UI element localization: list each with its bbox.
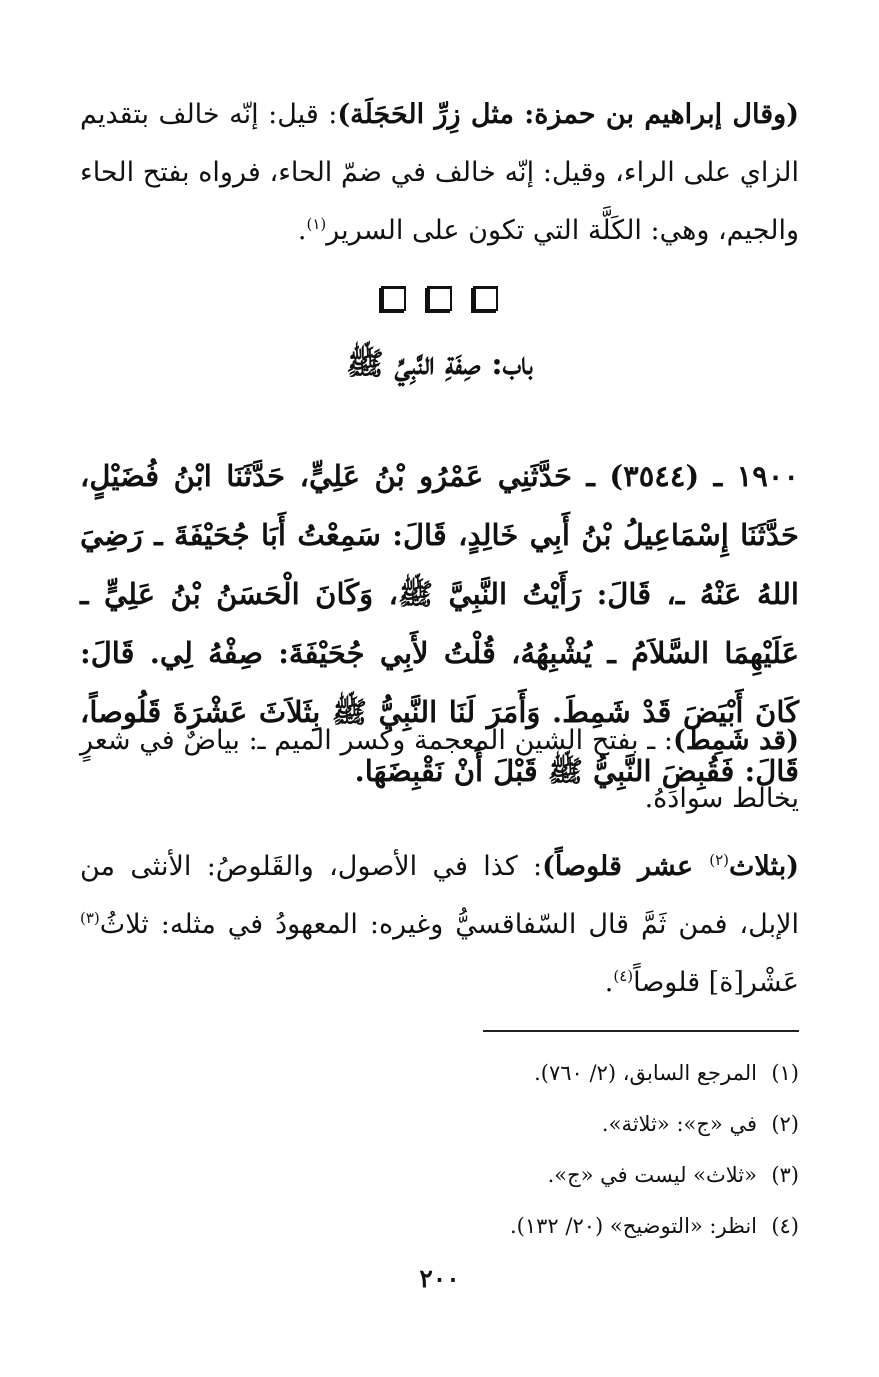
hadith-body: ـ حَدَّثَنِي عَمْرُو بْنُ عَلِيٍّ، حَدَّثَنَا ابْنُ فُضَيْلٍ، حَدَّثَنَا إِسْمَاعِيلُ بْنُ أَبِي خَالِدٍ، قَالَ: سَمِعْتُ أَبَا جُحَيْفَةَ ـ رَضِيَ اللهُ عَنْهُ ـ، قَالَ: رَأَيْتُ النَّبِيَّ ﷺ، وَكَانَ الْحَسَنُ بْنُ عَلِيٍّ ـ عَلَيْهِمَا السَّلاَمُ ـ يُشْبِهُهُ، قُلْتُ لأَبِي جُحَيْفَةَ: صِفْهُ لِي. قَالَ: كَانَ أَبْيَضَ قَدْ شَمِطَ. وَأَمَرَ لَنَا النَّبِيُّ ﷺ بِثَلاَثَ عَشْرَةَ قَلُوصاً، قَالَ: فَقُبِضَ النَّبِيُّ ﷺ قَبْلَ أَنْ نَقْبِضَهَا. [80, 459, 799, 788]
footnote-text: انظر: «التوضيح» (٢٠/ ١٣٢). [510, 1214, 757, 1238]
quoted-phrase: (قد شَمِط) [672, 725, 799, 756]
footnote-text: «ثلاث» ليست في «ج». [547, 1163, 757, 1187]
footnote [80, 1201, 799, 1252]
footnote-ref[interactable]: (٢) [709, 851, 730, 869]
quoted-phrase: (وقال إبراهيم بن حمزة: مثل زِرِّ الحَجَلَة) [337, 99, 799, 130]
footnote-number: (٤) [771, 1214, 799, 1238]
square-ornament-icon [473, 286, 498, 311]
chapter-heading: باب: صِفَةِ النَّبِيِّ ﷺ [346, 346, 533, 382]
footnote-ref[interactable]: (٣) [80, 909, 100, 927]
footnote [80, 1150, 799, 1201]
hadith-number: ١٩٠٠ ـ (٣٥٤٤) [609, 459, 799, 493]
footnote-number: (١) [771, 1061, 799, 1085]
footnote-ref[interactable]: (١) [306, 215, 327, 233]
explanation-paragraph [80, 712, 799, 828]
paragraph-text: عَشْر[ة] قلوصاً [633, 967, 799, 998]
explanation-paragraph [80, 838, 799, 1012]
paragraph-text: : كذا في الأصول، والقَلوصُ: الأنثى من الإبل، فمن ثَمَّ قال السّفاقسيُّ وغيره: المعهودُ في مثله: ثلاثُ [80, 851, 799, 940]
commentary-paragraph [80, 86, 799, 260]
footnote [80, 1048, 799, 1099]
footnote-text: المرجع السابق، (٢/ ٧٦٠). [534, 1061, 757, 1085]
paragraph-text: : ـ بفتح الشين المعجمة وكسر الميم ـ: بياضٌ في شعرٍ يخالط سوادَهُ. [80, 725, 799, 814]
square-ornament-icon [381, 286, 406, 311]
footnote-number: (٢) [771, 1112, 799, 1136]
quoted-phrase: (بثلاث [729, 851, 799, 882]
footnotes [80, 1048, 799, 1252]
paragraph-end: . [604, 967, 614, 998]
page-number: ٢٠٠ [419, 1264, 460, 1293]
square-ornament-icon [427, 286, 452, 311]
footnote-text: في «ج»: «ثلاثة». [601, 1112, 757, 1136]
footnote-ref[interactable]: (٤) [613, 967, 634, 985]
footnote-number: (٣) [771, 1163, 799, 1187]
section-divider [0, 286, 879, 315]
paragraph-end: . [297, 215, 307, 246]
paragraph-text: : قيل: إنّه خالف بتقديم الزاي على الراء، وقيل: إنّه خالف في ضمّ الحاء، فرواه بفتح الحاء والجيم، وهي: الكَلَّة التي تكون على السرير [80, 99, 799, 246]
footnote [80, 1099, 799, 1150]
quoted-phrase-end: عشر قلوصاً) [542, 851, 710, 882]
footnote-separator [483, 1030, 799, 1032]
